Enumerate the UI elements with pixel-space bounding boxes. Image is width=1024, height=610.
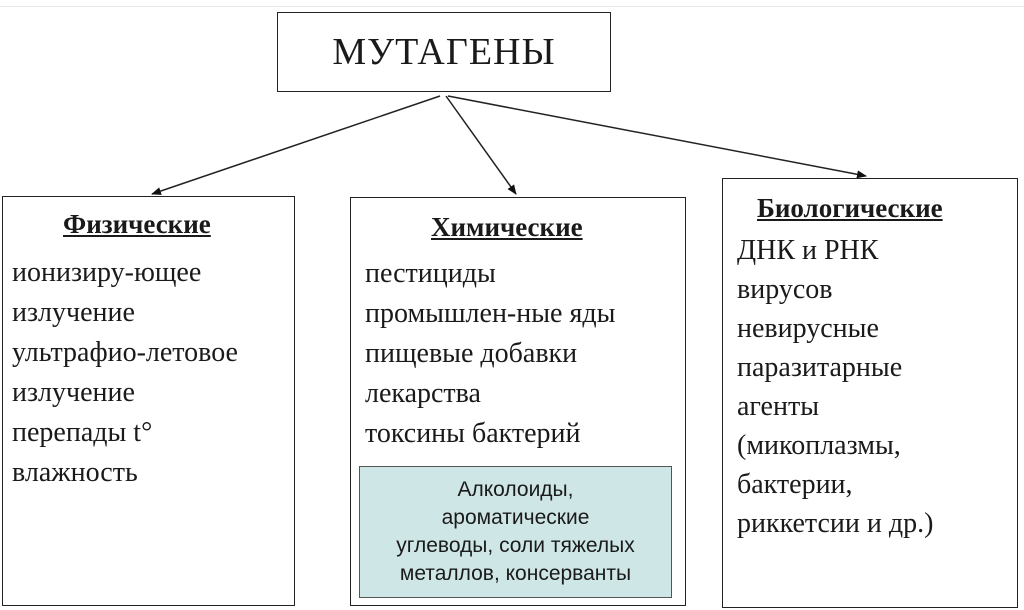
category-box-physical	[2, 196, 295, 606]
list-item: пищевые добавки	[365, 338, 578, 369]
note-line: углеводы, соли тяжелых	[396, 534, 635, 557]
list-item: излучение	[12, 297, 135, 328]
list-item: риккетсии и др.)	[737, 508, 934, 539]
category-heading-physical: Физические	[63, 209, 211, 239]
diagram-title: МУТАГЕНЫ	[332, 31, 556, 73]
list-item: ДНК и РНК	[737, 235, 879, 266]
list-item: невирусные	[737, 313, 879, 344]
list-item: лекарства	[365, 378, 481, 409]
arrow-to-biological	[448, 96, 866, 176]
chemical-examples-note	[359, 466, 672, 598]
list-item: излучение	[12, 377, 135, 408]
list-item: перепады t°	[12, 417, 153, 448]
note-line: ароматические	[441, 506, 590, 529]
note-line: металлов, консерванты	[399, 562, 632, 585]
list-item: вирусов	[737, 274, 833, 305]
list-item: ионизиру-ющее	[12, 257, 202, 288]
title-box	[277, 12, 611, 92]
arrow-to-physical	[152, 96, 440, 194]
list-item: влажность	[12, 457, 138, 488]
category-items-biological	[737, 231, 933, 543]
list-item: токсины бактерий	[365, 418, 581, 449]
list-item: пестициды	[365, 258, 496, 289]
list-item: (микоплазмы,	[737, 430, 901, 461]
list-item: промышлен-ные яды	[365, 298, 616, 329]
category-heading-chemical: Химические	[431, 212, 583, 242]
list-item: паразитарные	[737, 352, 903, 383]
list-item: бактерии,	[737, 469, 853, 500]
category-box-biological	[722, 178, 1018, 608]
category-items-chemical	[365, 254, 615, 454]
note-line: Алколоиды,	[457, 478, 574, 501]
arrow-to-chemical	[446, 96, 516, 194]
list-item: агенты	[737, 391, 820, 422]
category-items-physical	[12, 253, 238, 493]
category-heading-biological: Биологические	[757, 193, 943, 223]
list-item: ультрафио-летовое	[12, 337, 238, 368]
